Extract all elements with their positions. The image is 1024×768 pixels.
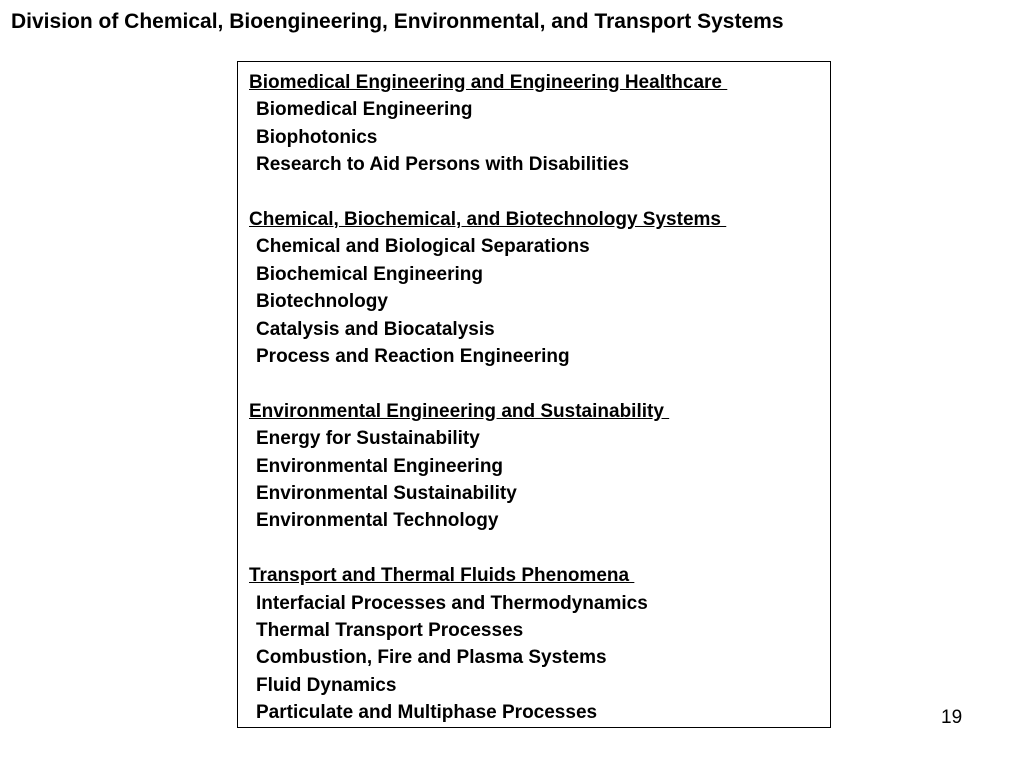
program-item: Energy for Sustainability [256,428,480,450]
program-item: Chemical and Biological Separations [256,236,590,258]
program-list [249,233,830,370]
section-heading: Chemical, Biochemical, and Biotechnology Systems [249,209,727,231]
program-item: Environmental Engineering [256,455,504,477]
program-item: Catalysis and Biocatalysis [256,318,495,340]
program-list-box [237,61,831,728]
section-biomedical [249,69,830,179]
program-item: Environmental Technology [256,510,499,532]
program-list [249,590,830,727]
program-item: Process and Reaction Engineering [256,346,570,368]
section-transport [249,562,830,726]
program-item: Thermal Transport Processes [256,620,524,642]
program-item: Environmental Sustainability [256,483,517,505]
section-environmental [249,398,830,535]
page-number: 19 [941,707,963,728]
program-item: Particulate and Multiphase Processes [256,702,598,724]
program-item: Combustion, Fire and Plasma Systems [256,647,607,669]
program-item: Interfacial Processes and Thermodynamics [256,592,648,614]
program-list [249,96,830,178]
program-item: Biophotonics [256,126,378,148]
section-heading: Environmental Engineering and Sustainability [249,400,670,422]
section-heading: Biomedical Engineering and Engineering Healthcare [249,72,728,93]
program-item: Research to Aid Persons with Disabilities [256,154,630,176]
slide-title: Division of Chemical, Bioengineering, Environmental, and Transport Systems [11,10,784,33]
program-item: Biomedical Engineering [256,99,473,121]
program-list [249,425,830,535]
program-item: Biochemical Engineering [256,263,483,285]
section-heading: Transport and Thermal Fluids Phenomena [249,565,635,587]
section-chemical [249,206,830,370]
program-item: Biotechnology [256,291,388,313]
program-item: Fluid Dynamics [256,674,397,696]
